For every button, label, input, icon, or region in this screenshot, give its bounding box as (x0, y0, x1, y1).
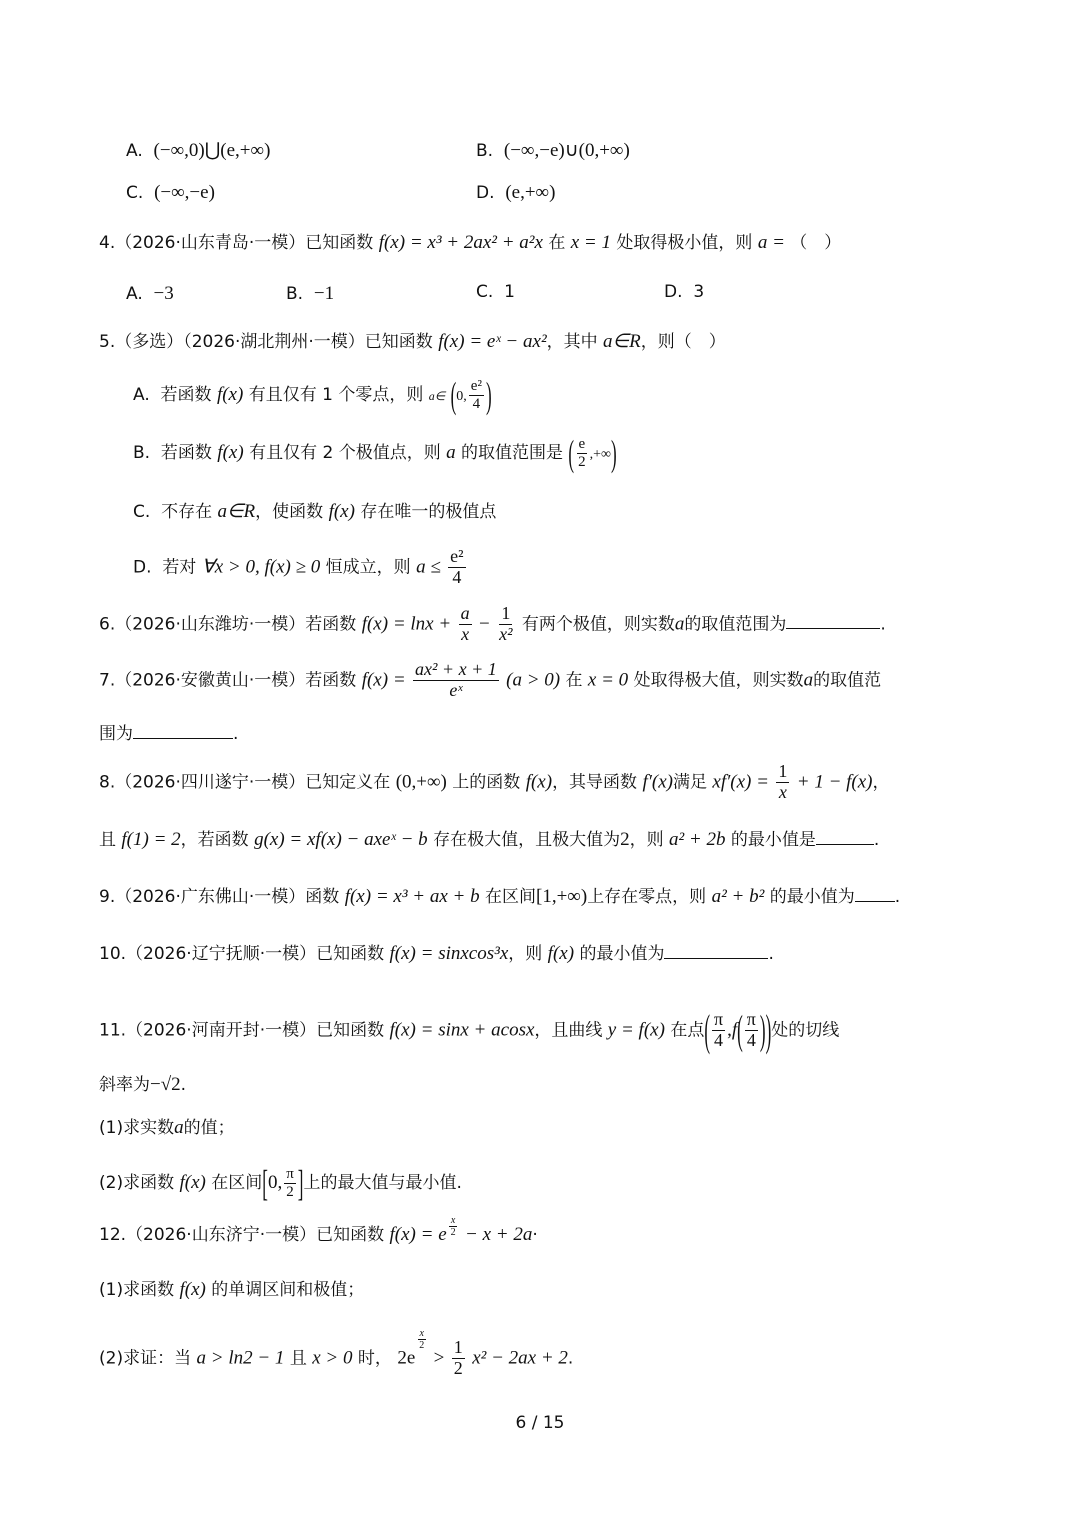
question-8: 8.（2026·四川遂宁·一模）已知定义在 (0,+∞) 上的函数 f(x)，其导函数 f′(x)满足 xf′(x) = $\frac{1}{x}$ + 1 − f(x)， (99, 761, 890, 802)
q3-option-d: D. (e,+∞) (476, 182, 556, 203)
question-12-part1: (1)求函数 f(x) 的单调区间和极值； (99, 1279, 365, 1300)
page-number: 6 / 15 (515, 1413, 565, 1433)
q3-option-b: B. (−∞,−e)∪(0,+∞) (476, 140, 630, 161)
q5-option-a: A. 若函数 f(x) 有且仅有 1 个零点，则 a∈ (0, $\frac{\text{e²}}{4}$ ) (133, 374, 492, 416)
q4-option-d: D. 3 (664, 282, 705, 302)
q3-option-c-expr: (−∞,−e) (154, 182, 215, 203)
q4-option-a: A. −3 (126, 283, 174, 304)
q3-option-b-expr: (−∞,−e)∪(0,+∞) (503, 140, 630, 161)
q5-option-d: D. 若对 ∀x > 0, f(x) ≥ 0 恒成立，则 a ≤ $\frac{\text{e²}}{4}$ (133, 546, 464, 587)
question-12-part2: (2)求证：当 a > ln2 − 1 且 x > 0 时， 2e $\frac{x}{2}$ > $\frac{1}{2}$ x² − 2ax + 2. (99, 1328, 574, 1378)
question-11: 11.（2026·河南开封·一模）已知函数 f(x) = sinx + acosx，且曲线 y = f(x) 在点( $\frac{\pi}{4}$ ,f( $\frac{\pi}{4}$ ))处的切线 (99, 1005, 840, 1055)
question-8-line2: 且 f(1) = 2，若函数 g(x) = xf(x) − axeˣ − b 存在极大值，且极大值为2，则 a² + 2b 的最小值是 . (99, 829, 880, 850)
question-7-line2: 围为 . (99, 724, 239, 744)
question-11-line2: 斜率为−√2. (99, 1074, 187, 1095)
question-9: 9.（2026·广东佛山·一模）函数 f(x) = x³ + ax + b 在区间[1,+∞)上存在零点，则 a² + b² 的最小值为 . (99, 886, 901, 907)
question-10: 10.（2026·辽宁抚顺·一模）已知函数 f(x) = sinxcos³x，则 f(x) 的最小值为 . (99, 943, 774, 964)
question-5: 5.（多选）（2026·湖北荆州·一模）已知函数 f(x) = eˣ − ax²，其中 a∈R，则（ ） (99, 331, 726, 352)
q5-option-c: C. 不存在 a∈R，使函数 f(x) 存在唯一的极值点 (133, 501, 497, 522)
question-6: 6.（2026·山东潍坊·一模）若函数 f(x) = lnx + $\frac{a}{x}$ − $\frac{1}{\text{x²}}$ 有两个极值，则实数a的取值范围为 . (99, 603, 886, 644)
q3-option-a-expr: (−∞,0)⋃(e,+∞) (153, 140, 271, 161)
question-4: 4.（2026·山东青岛·一模）已知函数 f(x) = x³ + 2ax² + a²x 在 x = 1 处取得极小值，则 a = （ ） (99, 232, 842, 253)
question-12: 12.（2026·山东济宁·一模）已知函数 f(x) = e $\frac{x}{2}$ − x + 2a· (99, 1215, 538, 1245)
q3-option-c: C. (−∞,−e) (126, 182, 215, 203)
question-11-part2: (2)求函数 f(x) 在区间[0, $\frac{\pi}{2}$ ]上的最大值与最小值. (99, 1162, 462, 1204)
q5-option-b: B. 若函数 f(x) 有且仅有 2 个极值点，则 a 的取值范围是 ( $\frac{e}{2}$ ,+∞) (133, 432, 617, 474)
q3-option-d-expr: (e,+∞) (505, 182, 556, 203)
question-7: 7.（2026·安徽黄山·一模）若函数 f(x) = $\frac{\text{ax² + x + 1}}{\text{eˣ}}$ (a > 0) 在 x = 0 处取得极大值，则实数a的取值范 (99, 659, 882, 700)
q4-option-b: B. −1 (286, 283, 335, 304)
question-11-part1: (1)求实数a的值； (99, 1117, 235, 1138)
q3-option-a: A. (−∞,0)⋃(e,+∞) (126, 140, 271, 161)
q4-option-c: C. 1 (476, 282, 515, 302)
